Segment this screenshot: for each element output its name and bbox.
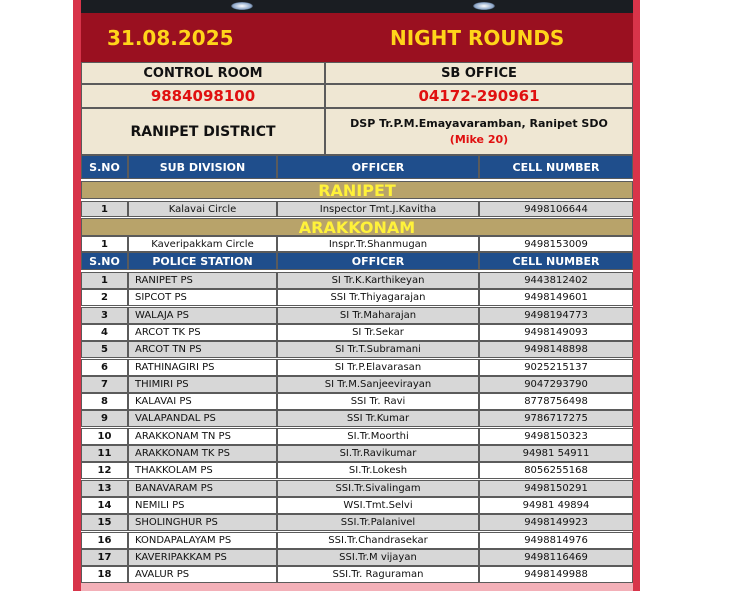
row-cell-number: 9498116469 xyxy=(479,549,633,566)
headlight-icon xyxy=(473,2,495,10)
row-officer: SI Tr.Maharajan xyxy=(277,307,479,324)
row-sno: 11 xyxy=(81,445,128,462)
report-title: NIGHT ROUNDS xyxy=(390,26,565,50)
row-officer: SSI Tr. Ravi xyxy=(277,393,479,410)
night-photo-banner xyxy=(81,0,633,13)
col-header-cell-number: CELL NUMBER xyxy=(479,155,633,179)
title-bar xyxy=(81,13,633,62)
district-name: RANIPET DISTRICT xyxy=(81,108,325,155)
col-header-sno: S.NO xyxy=(81,155,128,179)
row-officer: SSI.Tr.Sivalingam xyxy=(277,480,479,497)
row-police-station: RANIPET PS xyxy=(128,272,277,289)
row-cell-number: 8778756498 xyxy=(479,393,633,410)
row-officer: SI Tr.M.Sanjeevirayan xyxy=(277,376,479,393)
row-sno: 2 xyxy=(81,289,128,306)
row-sno: 18 xyxy=(81,566,128,583)
sb-office-label: SB OFFICE xyxy=(325,62,633,84)
report-date: 31.08.2025 xyxy=(107,26,234,50)
row-sno: 12 xyxy=(81,462,128,479)
row-officer: Inspector Tmt.J.Kavitha xyxy=(277,201,479,217)
row-sno: 8 xyxy=(81,393,128,410)
headlight-icon xyxy=(231,2,253,10)
row-officer: Inspr.Tr.Shanmugan xyxy=(277,236,479,252)
row-officer: SI Tr.P.Elavarasan xyxy=(277,359,479,376)
row-cell-number: 9498148898 xyxy=(479,341,633,358)
row-police-station: WALAJA PS xyxy=(128,307,277,324)
row-police-station: KALAVAI PS xyxy=(128,393,277,410)
row-police-station: AVALUR PS xyxy=(128,566,277,583)
row-officer: SI Tr.Sekar xyxy=(277,324,479,341)
ps-col-header-officer: OFFICER xyxy=(277,252,479,270)
row-officer: SI.Tr.Moorthi xyxy=(277,428,479,445)
dsp-officer: DSP Tr.P.M.Emayavaramban, Ranipet SDO xyxy=(350,116,608,130)
row-sno: 16 xyxy=(81,532,128,549)
row-sno: 10 xyxy=(81,428,128,445)
row-officer: SSI.Tr.Palanivel xyxy=(277,514,479,531)
row-cell-number: 94981 54911 xyxy=(479,445,633,462)
row-sno: 3 xyxy=(81,307,128,324)
col-header-sub-division: SUB DIVISION xyxy=(128,155,277,179)
row-police-station: ARCOT TK PS xyxy=(128,324,277,341)
row-police-station: BANAVARAM PS xyxy=(128,480,277,497)
row-police-station: KAVERIPAKKAM PS xyxy=(128,549,277,566)
row-cell-number: 9498149923 xyxy=(479,514,633,531)
row-police-station: THAKKOLAM PS xyxy=(128,462,277,479)
row-officer: SSI.Tr.M vijayan xyxy=(277,549,479,566)
row-cell-number: 9047293790 xyxy=(479,376,633,393)
footer-strip xyxy=(81,583,633,591)
row-cell-number: 8056255168 xyxy=(479,462,633,479)
row-cell-number: 9498149093 xyxy=(479,324,633,341)
row-cell-number: 9786717275 xyxy=(479,410,633,427)
row-sno: 1 xyxy=(81,272,128,289)
row-police-station: ARAKKONAM TK PS xyxy=(128,445,277,462)
row-police-station: RATHINAGIRI PS xyxy=(128,359,277,376)
row-sno: 7 xyxy=(81,376,128,393)
ps-col-header-station: POLICE STATION xyxy=(128,252,277,270)
row-sno: 17 xyxy=(81,549,128,566)
row-cell-number: 9498106644 xyxy=(479,201,633,217)
row-sno: 9 xyxy=(81,410,128,427)
row-officer: SSI Tr.Kumar xyxy=(277,410,479,427)
col-header-officer: OFFICER xyxy=(277,155,479,179)
row-police-station: THIMIRI PS xyxy=(128,376,277,393)
row-officer: SI.Tr.Lokesh xyxy=(277,462,479,479)
row-police-station: SIPCOT PS xyxy=(128,289,277,306)
row-sno: 6 xyxy=(81,359,128,376)
sb-office-number: 04172-290961 xyxy=(325,84,633,108)
row-police-station: VALAPANDAL PS xyxy=(128,410,277,427)
row-cell-number: 9498150323 xyxy=(479,428,633,445)
row-sno: 13 xyxy=(81,480,128,497)
row-police-station: KONDAPALAYAM PS xyxy=(128,532,277,549)
row-cell-number: 9443812402 xyxy=(479,272,633,289)
ps-col-header-cell-number: CELL NUMBER xyxy=(479,252,633,270)
row-cell-number: 9498814976 xyxy=(479,532,633,549)
row-cell-number: 9025215137 xyxy=(479,359,633,376)
row-police-station: NEMILI PS xyxy=(128,497,277,514)
row-police-station: ARCOT TN PS xyxy=(128,341,277,358)
row-cell-number: 9498150291 xyxy=(479,480,633,497)
control-room-number: 9884098100 xyxy=(81,84,325,108)
row-officer: SSI.Tr. Raguraman xyxy=(277,566,479,583)
dsp-cell xyxy=(325,108,633,155)
dsp-mike-code: (Mike 20) xyxy=(449,132,509,146)
control-room-label: CONTROL ROOM xyxy=(81,62,325,84)
row-officer: SSI Tr.Thiyagarajan xyxy=(277,289,479,306)
row-officer: SSI.Tr.Chandrasekar xyxy=(277,532,479,549)
row-sno: 4 xyxy=(81,324,128,341)
row-sno: 15 xyxy=(81,514,128,531)
row-officer: WSI.Tmt.Selvi xyxy=(277,497,479,514)
row-officer: SI Tr.K.Karthikeyan xyxy=(277,272,479,289)
duty-sheet xyxy=(73,0,640,591)
group-band-arakkonam: ARAKKONAM xyxy=(81,218,633,236)
row-police-station: ARAKKONAM TN PS xyxy=(128,428,277,445)
row-cell-number: 9498194773 xyxy=(479,307,633,324)
row-officer: SI.Tr.Ravikumar xyxy=(277,445,479,462)
row-sno: 14 xyxy=(81,497,128,514)
row-cell-number: 9498149601 xyxy=(479,289,633,306)
row-cell-number: 9498149988 xyxy=(479,566,633,583)
ps-col-header-sno: S.NO xyxy=(81,252,128,270)
row-sno: 1 xyxy=(81,236,128,252)
row-cell-number: 94981 49894 xyxy=(479,497,633,514)
row-sub-division: Kaveripakkam Circle xyxy=(128,236,277,252)
row-sno: 5 xyxy=(81,341,128,358)
group-band-ranipet: RANIPET xyxy=(81,181,633,199)
row-sub-division: Kalavai Circle xyxy=(128,201,277,217)
row-sno: 1 xyxy=(81,201,128,217)
row-police-station: SHOLINGHUR PS xyxy=(128,514,277,531)
row-officer: SI Tr.T.Subramani xyxy=(277,341,479,358)
row-cell-number: 9498153009 xyxy=(479,236,633,252)
